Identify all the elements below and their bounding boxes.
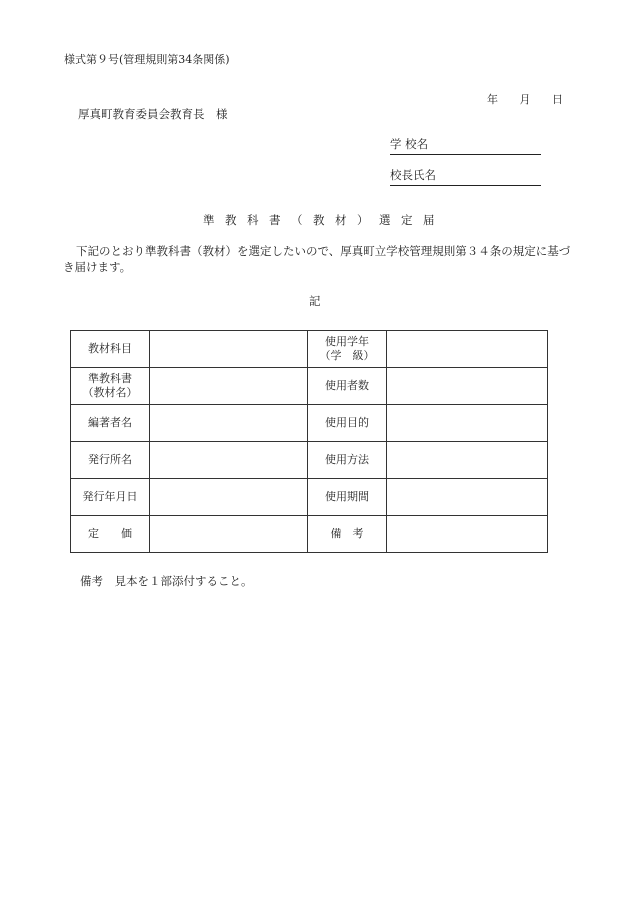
row-label-left: 教材科目: [71, 331, 150, 368]
document-title: 準教科書（教材）選定届: [203, 213, 445, 227]
row-label-left: 編著者名: [71, 405, 150, 442]
row-value-left[interactable]: [150, 479, 308, 516]
school-name-label: 学 校名: [390, 137, 429, 151]
table-row: [71, 479, 548, 516]
ki-label: 記: [309, 294, 321, 308]
row-label-right: 備 考: [308, 516, 387, 553]
selection-form-table: [70, 330, 548, 553]
row-label-right: 使用目的: [308, 405, 387, 442]
day-label: 日: [552, 93, 563, 106]
table-row: [71, 405, 548, 442]
row-label-left: 発行所名: [71, 442, 150, 479]
school-name-field[interactable]: [390, 136, 541, 155]
date-line: [487, 91, 581, 107]
row-value-right[interactable]: [387, 516, 548, 553]
row-label-left: 準教科書 （教材名）: [71, 368, 150, 405]
row-value-right[interactable]: [387, 479, 548, 516]
row-label-right: 使用者数: [308, 368, 387, 405]
row-value-right[interactable]: [387, 405, 548, 442]
row-value-left[interactable]: [150, 331, 308, 368]
month-label: 月: [519, 93, 531, 106]
table-row: [71, 516, 548, 553]
principal-name-label: 校長氏名: [390, 168, 436, 182]
row-value-left[interactable]: [150, 442, 308, 479]
row-value-right[interactable]: [387, 442, 548, 479]
row-value-left[interactable]: [150, 368, 308, 405]
table-row: [71, 331, 548, 368]
table-row: [71, 442, 548, 479]
row-label-left: 定 価: [71, 516, 150, 553]
row-label-right: 使用方法: [308, 442, 387, 479]
form-number: 様式第９号(管理規則第34条関係): [64, 53, 230, 66]
row-value-left[interactable]: [150, 405, 308, 442]
principal-name-field[interactable]: [390, 167, 541, 186]
row-value-left[interactable]: [150, 516, 308, 553]
addressee: 厚真町教育委員会教育長 様: [78, 107, 228, 121]
table-row: [71, 368, 548, 405]
body-text: 下記のとおり準教科書（教材）を選定したいので、厚真町立学校管理規則第３４条の規定に基づき届けます。: [63, 244, 571, 274]
note: 備考 見本を１部添付すること。: [80, 574, 253, 588]
row-label-right: 使用期間: [308, 479, 387, 516]
year-label: 年: [487, 93, 498, 106]
row-label-right: 使用学年 （学 級）: [308, 331, 387, 368]
row-label-left: 発行年月日: [71, 479, 150, 516]
row-value-right[interactable]: [387, 368, 548, 405]
row-value-right[interactable]: [387, 331, 548, 368]
